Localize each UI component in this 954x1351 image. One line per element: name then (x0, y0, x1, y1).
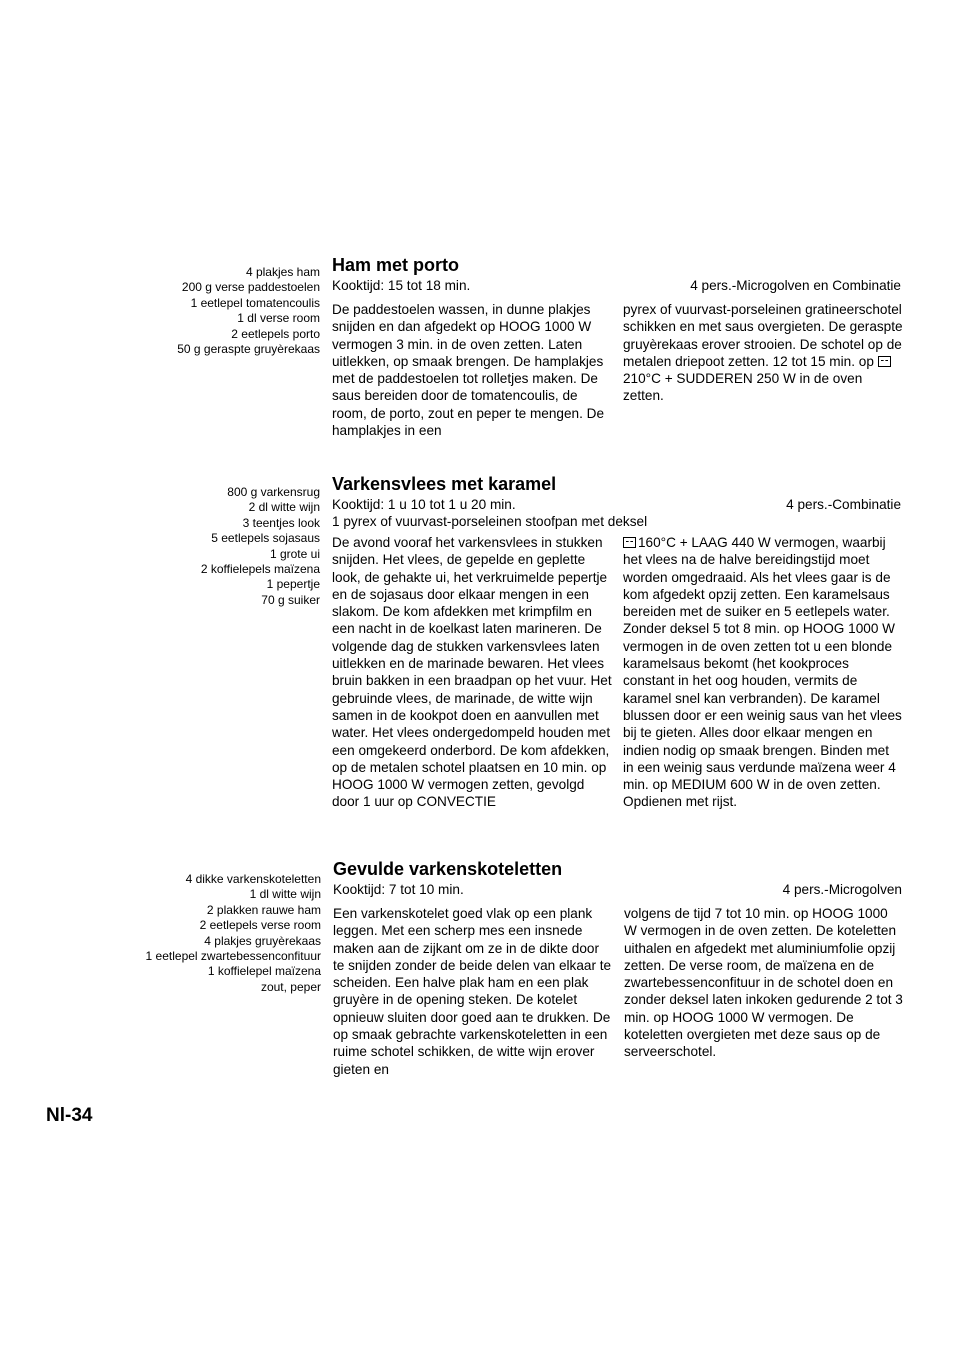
instructions-column-2 (624, 905, 904, 1061)
ingredient: 1 dl witte wijn (249, 887, 321, 902)
page-number: Nl-34 (46, 1105, 93, 1126)
instructions-text: Een varkenskotelet goed vlak op een plank leggen. Met een scherp mes een insnede maken aan de zijkant om ze in de dikte door te snijden zonder de beide delen van elkaar te scheiden. Een halve plak ham en een plak gruyère in de opening steken. De kotelet opnieuw sluiten door goed aan te drukken. De op smaak gebrachte varkenskoteletten in een ruime schotel schikken, de witte wijn erover gieten en (333, 906, 612, 1077)
instructions-column-1 (332, 301, 612, 439)
ingredient: 2 eetlepels verse room (199, 918, 321, 933)
ingredient-list (201, 485, 320, 608)
ingredient-list (177, 265, 320, 357)
ingredient: 70 g suiker (261, 592, 320, 607)
ingredient: 2 eetlepels porto (231, 326, 320, 341)
recipe-title: Ham met porto (332, 255, 460, 275)
ingredient: 3 teentjes look (242, 515, 320, 530)
instructions-text: 160°C + LAAG 440 W vermogen, waarbij het vlees na de halve bereidingstijd moet worden omgedraaid. Als het vlees gaar is de kom afgedekt opzij zetten. Een karamelsaus bereiden met de suiker en 5 eetlepels water. Zonder deksel 5 tot 8 min. op HOOG 1000 W vermogen in de oven zetten tot u een blonde karamelsaus bekomt (het kookproces constant in het oog houden, vermits de karamel snel kan verbranden). De karamel blussen door er een weinig saus van het vlees bij te gieten. Alles door elkaar mengen en indien nodig op smaak brengen. Binden met in een weinig saus verdunde maïzena weer 4 min. op MEDIUM 600 W in de oven zetten. Opdienen met rijst. (623, 535, 902, 810)
ingredient: 50 g geraspte gruyèrekaas (177, 342, 320, 357)
ingredient: 1 eetlepel tomatencoulis (190, 295, 320, 310)
servings: 4 pers.-Microgolven en Combinatie (690, 278, 901, 293)
cook-time: Kooktijd: 1 u 10 tot 1 u 20 min. (332, 497, 516, 512)
ingredient-list (146, 872, 321, 995)
recipe-title: Varkensvlees met karamel (332, 474, 557, 494)
ingredient: 2 plakken rauwe ham (206, 902, 321, 917)
ingredient: 4 plakjes ham (245, 265, 320, 279)
ingredient: 5 eetlepels sojasaus (211, 531, 320, 546)
instructions-column-1 (333, 905, 613, 1078)
instructions-text: 210°C + SUDDEREN 250 W in de oven zetten. (623, 371, 863, 404)
ingredient: 200 g verse paddestoelen (181, 280, 320, 295)
combination-oven-icon (878, 356, 891, 367)
instructions-text: De avond vooraf het varkensvlees in stukken snijden. Het vlees, de gepelde en geplette look, de gehakte ui, het verkruimelde pepertje en de sojasaus door elkaar mengen in een slakom. De kom afdekken met krimpfilm en een nacht in de koelkast laten marineren. De volgende dag de stukken varkensvlees laten uitlekken en de marinade bewaren. Het vlees bruin bakken in een braadpan op het vuur. Het gebruinde vlees, de marinade, de witte wijn samen in de kookpot doen en aanvullen met water. Het vlees ondergedompeld houden met een omgekeerd onderbord. De kom afdekken, op de metalen schotel plaatsen en 10 min. op HOOG 1000 W vermogen zetten, gevolgd door 1 uur op CONVECTIE (332, 535, 612, 810)
instructions-column-2 (623, 301, 903, 405)
servings: 4 pers.-Microgolven (782, 882, 902, 897)
ingredient: 1 grote ui (269, 546, 320, 561)
ingredient: 1 koffielepel maïzena (207, 964, 321, 979)
instructions-column-2 (623, 534, 903, 811)
instructions-text: De paddestoelen wassen, in dunne plakjes snijden en dan afgedekt op HOOG 1000 W vermogen 3 min. in de oven zetten. Laten uitlekken, op smaak brengen. De hamplakjes met de paddestoelen tot rolletjes maken. De saus bereiden door de tomatencoulis, de room, de porto, zout en peper te mengen. De hamplakjes in een (332, 302, 605, 439)
cookware: 1 pyrex of vuurvast-porseleinen stoofpan met deksel (332, 514, 648, 529)
instructions-text: pyrex of vuurvast-porseleinen gratineerschotel schikken en met saus overgieten. De geraspte gruyèrekaas erover strooien. De schotel op de metalen driepoot zetten. 12 tot 15 min. op (623, 302, 903, 369)
ingredient: 2 koffielepels maïzena (200, 562, 320, 577)
ingredient: 2 dl witte wijn (248, 500, 320, 515)
ingredient: 4 dikke varkenskoteletten (185, 872, 321, 886)
ingredient: zout, peper (260, 979, 321, 994)
ingredient: 800 g varkensrug (227, 485, 320, 499)
instructions-text: volgens de tijd 7 tot 10 min. op HOOG 1000 W vermogen in de oven zetten. De koteletten uithalen en afgedekt met aluminiumfolie opzij zetten. De verse room, de maïzena en de zwartebessenconfituur in de schotel doen en zonder deksel laten inkoken gedurende 2 tot 3 min. op HOOG 1000 W vermogen. De koteletten overgieten met deze saus op de serveerschotel. (624, 906, 903, 1060)
servings: 4 pers.-Combinatie (786, 497, 901, 512)
recipe-title: Gevulde varkenskoteletten (333, 859, 563, 879)
instructions-column-1 (332, 534, 612, 811)
ingredient: 1 eetlepel zwartebessenconfituur (145, 949, 321, 964)
cook-time: Kooktijd: 15 tot 18 min. (332, 278, 471, 293)
ingredient: 1 pepertje (266, 577, 320, 592)
cook-time: Kooktijd: 7 tot 10 min. (333, 882, 464, 897)
combination-oven-icon (623, 537, 636, 548)
ingredient: 1 dl verse room (237, 311, 320, 326)
ingredient: 4 plakjes gruyèrekaas (204, 933, 321, 948)
